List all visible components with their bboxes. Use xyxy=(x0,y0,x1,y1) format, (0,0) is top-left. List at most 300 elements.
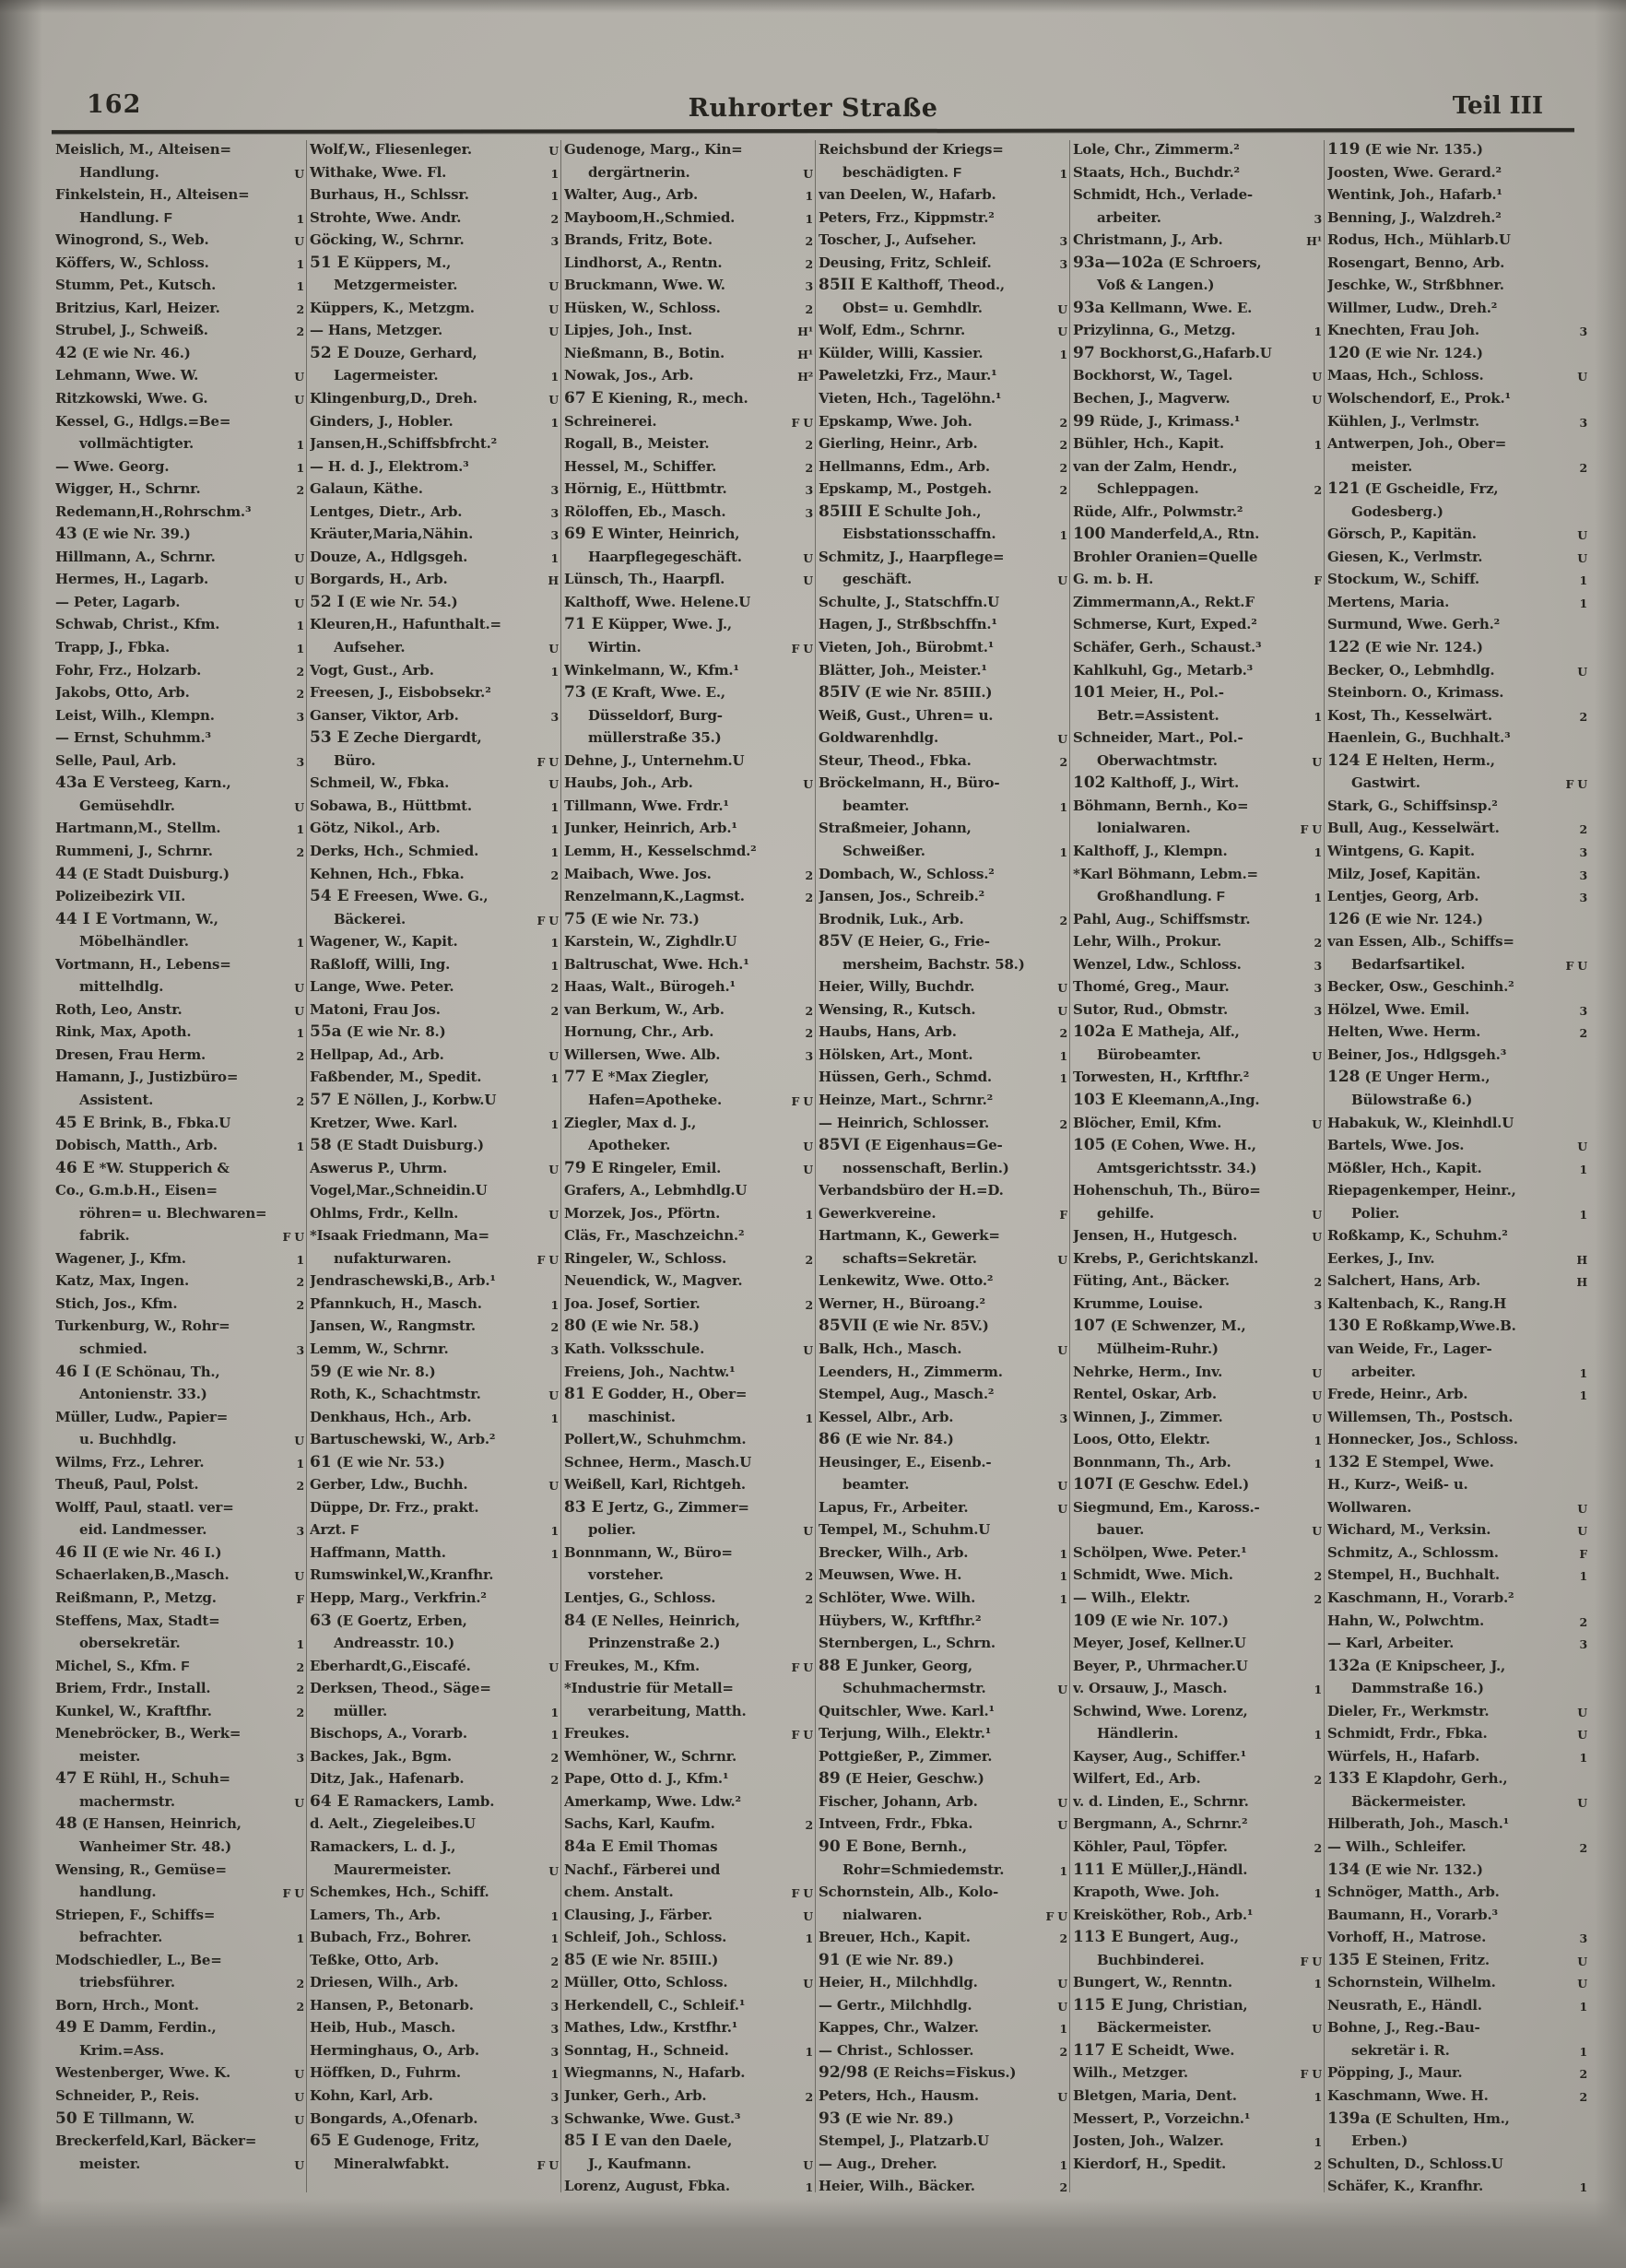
directory-entry-line: Buchbinderei. F U xyxy=(1097,1951,1322,1968)
directory-entry-line: Rodus, Hch., Mühlarb.U xyxy=(1327,231,1511,249)
directory-entry-line: Ganser, Viktor, Arb. 3 xyxy=(310,706,559,724)
directory-entry-line: Hölsken, Art., Mont. 1 xyxy=(819,1045,1067,1063)
directory-entry-line: Füting, Ant., Bäcker. 2 xyxy=(1073,1272,1322,1290)
directory-entry-line: Bohne, J., Reg.-Bau- xyxy=(1327,2019,1480,2037)
directory-entry-line: Vieten, Joh., Bürobmt.¹ xyxy=(819,639,995,656)
directory-entry-line: Hagen, J., Strßbschffn.¹ xyxy=(819,616,997,633)
directory-entry-line: Aufseher. U xyxy=(334,639,559,656)
directory-entry-line: G. m. b. H. F xyxy=(1073,571,1322,588)
directory-entry-line: Jansen, Jos., Schreib.² xyxy=(819,888,984,905)
directory-entry-line: schafts=Sekretär. U xyxy=(842,1249,1067,1267)
directory-entry-line: Handlung. F 1 xyxy=(79,208,304,226)
directory-entry-line: 80 (E wie Nr. 58.) xyxy=(564,1317,700,1336)
directory-entry-line: Heier, Wilh., Bäcker. 2 xyxy=(819,2178,1067,2195)
directory-entry-line: Kühlen, J., Verlmstr. 3 xyxy=(1327,412,1587,430)
directory-entry-line: 57 E Nöllen, J., Korbw.U xyxy=(310,1090,497,1109)
directory-entry-line: Winkelmann, W., Kfm.¹ xyxy=(564,661,739,679)
directory-entry-line: Strubel, J., Schweiß. 2 xyxy=(55,322,304,339)
directory-entry-line: 85III E Schulte Joh., xyxy=(819,502,982,521)
directory-entry-line: Bockhorst, W., Tagel. U xyxy=(1073,367,1322,384)
directory-entry-line: 111 E Müller,J.,Händl. xyxy=(1073,1860,1248,1879)
directory-entry-line: — Hans, Metzger. U xyxy=(310,322,559,339)
directory-entry-line: d. Aelt., Ziegeleibes.U xyxy=(310,1815,476,1833)
directory-entry-line: nufakturwaren. F U xyxy=(334,1249,559,1267)
directory-entry-line: Kaschmann, Wwe. H. 2 xyxy=(1327,2087,1587,2105)
directory-column-3 xyxy=(564,138,813,2200)
directory-entry-line: van der Zalm, Hendr., xyxy=(1073,457,1238,475)
top-edge-shadow xyxy=(0,0,1626,13)
directory-entry-line: Schlöter, Wwe. Wilh. 1 xyxy=(819,1589,1067,1606)
directory-entry-line: Stempel, J., Platzarb.U xyxy=(819,2132,989,2150)
directory-entry-line: Kost, Th., Kesselwärt. 2 xyxy=(1327,706,1587,724)
directory-entry-line: Vortmann, H., Lebens= xyxy=(55,955,231,973)
directory-entry-line: Schwab, Christ., Kfm. 1 xyxy=(55,616,304,633)
directory-entry-line: Habakuk, W., Kleinhdl.U xyxy=(1327,1114,1514,1131)
directory-entry-line: — Aug., Dreher. 1 xyxy=(819,2155,1067,2172)
directory-entry-line: Eisbstationsschaffn. 1 xyxy=(842,526,1067,543)
directory-entry-line: Schmerse, Kurt, Exped.² xyxy=(1073,616,1257,633)
directory-entry-line: arbeiter. 3 xyxy=(1097,208,1322,226)
directory-entry-line: Ditz, Jak., Hafenarb. 2 xyxy=(310,1770,559,1788)
directory-entry-line: v. d. Linden, E., Schrnr. xyxy=(1073,1792,1249,1810)
directory-entry-line: Polizeibezirk VII. xyxy=(55,888,186,905)
directory-entry-line: Milz, Josef, Kapitän. 3 xyxy=(1327,865,1587,882)
directory-entry-line: Erben.) xyxy=(1351,2132,1408,2150)
directory-entry-line: Düppe, Dr. Frz., prakt. xyxy=(310,1498,479,1516)
directory-entry-line: 128 (E Unger Herm., xyxy=(1327,1068,1490,1087)
directory-entry-line: meister. 2 xyxy=(1351,457,1587,475)
directory-entry-line: Bäckerei. F U xyxy=(334,910,559,927)
directory-entry-line: Britzius, Karl, Heizer. 2 xyxy=(55,299,304,316)
directory-entry-line: Bäckermeister. U xyxy=(1351,1792,1587,1810)
directory-entry-line: 121 (E Gscheidle, Frz, xyxy=(1327,479,1499,499)
directory-entry-line: Beiner, Jos., Hdlgsgeh.³ xyxy=(1327,1045,1507,1063)
directory-entry-line: 130 E Roßkamp,Wwe.B. xyxy=(1327,1317,1516,1336)
directory-entry-line: Bletgen, Maria, Dent. 1 xyxy=(1073,2087,1322,2105)
directory-entry-line: 67 E Kiening, R., mech. xyxy=(564,389,748,408)
directory-entry-line: Pape, Otto d. J., Kfm.¹ xyxy=(564,1770,729,1788)
directory-entry-line: Haas, Walt., Bürogeh.¹ xyxy=(564,978,736,996)
directory-entry-line: Wentink, Joh., Hafarb.¹ xyxy=(1327,186,1502,204)
directory-entry-line: Krebs, P., Gerichtskanzl. xyxy=(1073,1249,1259,1267)
directory-entry-line: Weißell, Karl, Richtgeh. xyxy=(564,1476,746,1494)
directory-entry-line: Neusrath, E., Händl. 1 xyxy=(1327,1996,1587,2014)
directory-entry-line: van Essen, Alb., Schiffs= xyxy=(1327,933,1514,951)
directory-entry-line: Bonnmann, Th., Arb. 1 xyxy=(1073,1453,1322,1471)
directory-entry-line: Werner, H., Büroang.² xyxy=(819,1294,985,1312)
directory-column-2 xyxy=(310,138,559,2200)
directory-entry-line: Schuhmachermstr. U xyxy=(842,1680,1067,1697)
directory-entry-line: Wemhöner, W., Schrnr. xyxy=(564,1747,737,1765)
directory-entry-line: maschinist. 1 xyxy=(588,1408,813,1425)
directory-entry-line: 100 Manderfeld,A., Rtn. xyxy=(1073,525,1260,544)
directory-entry-line: Weiß, Gust., Uhren= u. xyxy=(819,706,994,724)
directory-entry-line: Kunkel, W., Kraftfhr. 2 xyxy=(55,1702,304,1719)
directory-entry-line: 71 E Küpper, Wwe. J., xyxy=(564,615,732,634)
directory-entry-line: Lehmann, Wwe. W. U xyxy=(55,367,304,384)
directory-entry-line: Born, Hrch., Mont. 2 xyxy=(55,1996,304,2014)
directory-entry-line: Selle, Paul, Arb. 3 xyxy=(55,751,304,769)
directory-entry-line: 109 (E wie Nr. 107.) xyxy=(1073,1611,1229,1630)
directory-entry-line: Willersen, Wwe. Alb. 3 xyxy=(564,1045,813,1063)
column-divider xyxy=(1324,140,1325,2192)
directory-entry-line: 64 E Ramackers, Lamb. xyxy=(310,1791,495,1811)
directory-entry-line: mersheim, Bachstr. 58.) xyxy=(842,955,1025,973)
directory-entry-line: Epskamp, M., Postgeh. 2 xyxy=(819,480,1067,498)
directory-entry-line: schmied. 3 xyxy=(79,1340,304,1357)
directory-entry-line: Vogt, Gust., Arb. 1 xyxy=(310,661,559,679)
bottom-scan-edge xyxy=(0,2199,1626,2268)
directory-entry-line: 43a E Versteeg, Karn., xyxy=(55,774,231,793)
directory-entry-line: vollmächtigter. 1 xyxy=(79,435,304,453)
directory-entry-line: Schmitz, J., Haarpflege= xyxy=(819,548,1005,565)
directory-entry-line: Dresen, Frau Herm. 2 xyxy=(55,1045,304,1063)
directory-entry-line: Clausing, J., Färber. U xyxy=(564,1906,813,1923)
directory-entry-line: polier. U xyxy=(588,1521,813,1539)
directory-entry-line: Kaschmann, H., Vorarb.² xyxy=(1327,1589,1514,1606)
directory-entry-line: 59 (E wie Nr. 8.) xyxy=(310,1362,436,1381)
directory-entry-line: Goldwarenhdlg. U xyxy=(819,729,1067,747)
directory-entry-line: Winnen, J., Zimmer. U xyxy=(1073,1408,1322,1425)
directory-entry-line: Schäfer, K., Kranfhr. 1 xyxy=(1327,2178,1587,2195)
directory-entry-line: dergärtnerin. U xyxy=(588,163,813,181)
directory-entry-line: gehilfe. U xyxy=(1097,1204,1322,1222)
directory-entry-line: Freiens, Joh., Nachtw.¹ xyxy=(564,1363,736,1380)
directory-entry-line: triebsführer. 2 xyxy=(79,1974,304,1991)
directory-entry-line: Jakobs, Otto, Arb. 2 xyxy=(55,684,304,702)
directory-entry-line: Menebröcker, B., Werk= xyxy=(55,1725,242,1742)
directory-entry-line: Sonntag, H., Schneid. 1 xyxy=(564,2041,813,2059)
directory-entry-line: Tempel, M., Schuhm.U xyxy=(819,1521,991,1539)
directory-entry-line: Schäfer, Gerh., Schaust.³ xyxy=(1073,639,1262,656)
directory-entry-line: Borgards, H., Arb. H xyxy=(310,571,559,588)
directory-entry-line: Kreisköther, Rob., Arb.¹ xyxy=(1073,1906,1254,1923)
directory-entry-line: Junker, Heinrich, Arb.¹ xyxy=(564,820,737,837)
directory-entry-line: van Berkum, W., Arb. 2 xyxy=(564,1000,813,1018)
directory-entry-line: Willmer, Ludw., Dreh.² xyxy=(1327,299,1498,316)
directory-entry-line: H., Kurz-, Weiß- u. xyxy=(1327,1476,1468,1494)
directory-entry-line: — Heinrich, Schlosser. 2 xyxy=(819,1114,1067,1131)
directory-entry-line: Godesberg.) xyxy=(1351,502,1443,520)
directory-entry-line: 46 I (E Schönau, Th., xyxy=(55,1362,220,1381)
directory-entry-line: Surmund, Wwe. Gerh.² xyxy=(1327,616,1500,633)
directory-entry-line: Wolff, Paul, staatl. ver= xyxy=(55,1498,234,1516)
directory-entry-line: Wiegmanns, N., Hafarb. xyxy=(564,2064,746,2082)
column-divider xyxy=(560,140,561,2192)
directory-entry-line: Giesen, K., Verlmstr. U xyxy=(1327,548,1587,565)
street-title: Ruhrorter Straße xyxy=(688,94,938,123)
directory-entry-line: Intveen, Frdr., Fbka. U xyxy=(819,1815,1067,1833)
directory-entry-line: Wigger, H., Schrnr. 2 xyxy=(55,480,304,498)
directory-entry-line: Amerkamp, Wwe. Ldw.² xyxy=(564,1792,741,1810)
directory-entry-line: Vorhoff, H., Matrose. 3 xyxy=(1327,1929,1587,1946)
directory-entry-line: Möbelhändler. 1 xyxy=(79,933,304,951)
directory-entry-line: Lentjes, Georg, Arb. 3 xyxy=(1327,888,1587,905)
directory-entry-line: Schornstein, Alb., Kolo- xyxy=(819,1884,998,1901)
directory-entry-line: Hamann, J., Justizbüro= xyxy=(55,1069,239,1086)
directory-entry-line: Hillmann, A., Schrnr. U xyxy=(55,548,304,565)
directory-entry-line: Kierdorf, H., Spedit. 2 xyxy=(1073,2155,1322,2172)
directory-entry-line: Dombach, W., Schloss.² xyxy=(819,865,995,882)
directory-entry-line: Haenlein, G., Buchhalt.³ xyxy=(1327,729,1511,747)
directory-entry-line: vorsteher. 2 xyxy=(588,1566,813,1584)
directory-entry-line: Pollert,W., Schuhmchm. xyxy=(564,1431,747,1448)
directory-entry-line: Brands, Fritz, Bote. 2 xyxy=(564,231,813,249)
directory-entry-line: Sternbergen, L., Schrn. xyxy=(819,1635,996,1652)
directory-entry-line: Kessel, G., Hdlgs.=Be= xyxy=(55,412,231,430)
directory-entry-line: Assistent. 2 xyxy=(79,1091,304,1108)
column-divider xyxy=(306,140,307,2192)
directory-entry-line: 134 (E wie Nr. 132.) xyxy=(1327,1860,1483,1879)
directory-entry-line: Briem, Frdr., Install. 2 xyxy=(55,1680,304,1697)
directory-entry-line: Gastwirt. F U xyxy=(1351,774,1587,792)
directory-entry-line: Rosengart, Benno, Arb. xyxy=(1327,254,1505,271)
directory-entry-line: Messert, P., Vorzeichn.¹ xyxy=(1073,2109,1251,2127)
directory-entry-line: Schnöger, Matth., Arb. xyxy=(1327,1884,1500,1901)
directory-entry-line: Morzek, Jos., Pförtn. 1 xyxy=(564,1204,813,1222)
directory-entry-line: Loos, Otto, Elektr. 1 xyxy=(1073,1431,1322,1448)
directory-entry-line: Kehnen, Hch., Fbka. 2 xyxy=(310,865,559,882)
directory-entry-line: Leist, Wilh., Klempn. 3 xyxy=(55,706,304,724)
directory-entry-line: Dammstraße 16.) xyxy=(1351,1680,1484,1697)
directory-entry-line: Hahn, W., Polwchtm. 2 xyxy=(1327,1612,1587,1629)
directory-entry-line: Wichard, M., Verksin. U xyxy=(1327,1521,1587,1539)
directory-entry-line: Herminghaus, O., Arb. 3 xyxy=(310,2041,559,2059)
directory-entry-line: Amtsgerichtsstr. 34.) xyxy=(1097,1159,1257,1176)
directory-entry-line: Hessel, M., Schiffer. 2 xyxy=(564,457,813,475)
directory-entry-line: Roth, Leo, Anstr. U xyxy=(55,1000,304,1018)
directory-entry-line: Vieten, Hch., Tagelöhn.¹ xyxy=(819,390,1002,408)
directory-entry-line: Schemkes, Hch., Schiff. xyxy=(310,1884,489,1901)
directory-entry-line: Galaun, Käthe. 3 xyxy=(310,480,559,498)
directory-entry-line: Büro. F U xyxy=(334,751,559,769)
directory-entry-line: 49 E Damm, Ferdin., xyxy=(55,2018,217,2038)
directory-entry-line: Bischops, A., Vorarb. 1 xyxy=(310,1725,559,1742)
directory-entry-line: Lapus, Fr., Arbeiter. U xyxy=(819,1498,1067,1516)
directory-entry-line: 102 Kalthoff, J., Wirt. xyxy=(1073,774,1239,793)
directory-entry-line: Terjung, Wilh., Elektr.¹ xyxy=(819,1725,992,1742)
directory-entry-line: Bull, Aug., Kesselwärt. 2 xyxy=(1327,820,1587,837)
directory-entry-line: Lipjes, Joh., Inst. H¹ xyxy=(564,322,813,339)
directory-entry-line: Hüssen, Gerh., Schmd. 1 xyxy=(819,1069,1067,1086)
directory-entry-line: 51 E Küppers, M., xyxy=(310,253,452,272)
directory-entry-line: Krim.=Ass. xyxy=(79,2041,165,2059)
directory-entry-line: Hörnig, E., Hüttbmtr. 3 xyxy=(564,480,813,498)
directory-entry-line: Bergmann, A., Schrnr.² xyxy=(1073,1815,1248,1833)
directory-entry-line: Rohr=Schmiedemstr. 1 xyxy=(842,1860,1067,1878)
directory-entry-line: Arzt. F 1 xyxy=(310,1521,559,1539)
page-number: 162 xyxy=(87,90,142,119)
directory-entry-line: Stockum, W., Schiff. 1 xyxy=(1327,571,1587,588)
directory-entry-line: Bartuschewski, W., Arb.² xyxy=(310,1431,496,1448)
directory-entry-line: Nachf., Färberei und xyxy=(564,1860,721,1878)
directory-entry-line: Obst= u. Gemhdlr. U xyxy=(842,299,1067,316)
directory-entry-line: Görsch, P., Kapitän. U xyxy=(1327,526,1587,543)
directory-entry-line: Denkhaus, Hch., Arb. 1 xyxy=(310,1408,559,1425)
directory-entry-line: Jansen,H.,Schiffsbfrcht.² xyxy=(310,435,497,453)
directory-entry-line: 65 E Gudenoge, Fritz, xyxy=(310,2132,480,2151)
directory-entry-line: 52 E Douze, Gerhard, xyxy=(310,343,477,362)
directory-entry-line: Becker, Osw., Geschinh.² xyxy=(1327,978,1514,996)
directory-entry-line: Kräuter,Maria,Nähin. 3 xyxy=(310,526,559,543)
directory-entry-line: Toscher, J., Aufseher. 3 xyxy=(819,231,1067,249)
directory-entry-line: Gudenoge, Marg., Kin= xyxy=(564,141,743,158)
directory-column-1 xyxy=(55,138,304,2200)
directory-entry-line: 99 Rüde, J., Krimass.¹ xyxy=(1073,411,1241,431)
directory-entry-line: Schweißer. 1 xyxy=(842,842,1067,859)
directory-entry-line: Willemsen, Th., Postsch. xyxy=(1327,1408,1514,1425)
directory-entry-line: Junker, Gerh., Arb. 2 xyxy=(564,2087,813,2105)
directory-entry-line: Hermes, H., Lagarb. U xyxy=(55,571,304,588)
directory-entry-line: Bäckermeister. U xyxy=(1097,2019,1322,2037)
directory-entry-line: Bungert, W., Renntn. 1 xyxy=(1073,1974,1322,1991)
directory-entry-line: 85VI (E Eigenhaus=Ge- xyxy=(819,1136,1003,1155)
directory-entry-line: Becker, O., Lebmhdlg. U xyxy=(1327,661,1587,679)
directory-entry-line: Kretzer, Wwe. Karl. 1 xyxy=(310,1114,559,1131)
directory-entry-line: Köffers, W., Schloss. 1 xyxy=(55,254,304,271)
directory-entry-line: Pahl, Aug., Schiffsmstr. xyxy=(1073,910,1251,927)
directory-entry-line: Wensing, R., Gemüse= xyxy=(55,1860,227,1878)
directory-entry-line: Knechten, Frau Joh. 3 xyxy=(1327,322,1587,339)
directory-entry-line: Hafen=Apotheke. F U xyxy=(588,1091,813,1108)
directory-entry-line: Händlerin. 1 xyxy=(1097,1725,1322,1742)
directory-entry-line: Klingenburg,D., Dreh. U xyxy=(310,390,559,408)
directory-entry-line: Matoni, Frau Jos. 2 xyxy=(310,1000,559,1018)
directory-entry-line: Straßmeier, Johann, xyxy=(819,820,972,837)
directory-entry-line: Schulte, J., Statschffn.U xyxy=(819,593,999,610)
directory-entry-line: Joosten, Wwe. Gerard.² xyxy=(1327,163,1502,181)
directory-entry-line: Paweletzki, Frz., Maur.¹ xyxy=(819,367,997,384)
directory-entry-line: Pfannkuch, H., Masch. 1 xyxy=(310,1294,559,1312)
directory-entry-line: 113 E Bungert, Aug., xyxy=(1073,1928,1239,1947)
directory-entry-line: Rogall, B., Meister. 2 xyxy=(564,435,813,453)
directory-entry-line: Hansen, P., Betonarb. 3 xyxy=(310,1996,559,2014)
directory-entry-line: Stich, Jos., Kfm. 2 xyxy=(55,1294,304,1312)
directory-entry-line: Bonnmann, W., Büro= xyxy=(564,1543,733,1561)
directory-entry-line: Siegmund, Em., Kaross.- xyxy=(1073,1498,1260,1516)
directory-entry-line: Trapp, J., Fbka. 1 xyxy=(55,639,304,656)
directory-entry-line: müllerstraße 35.) xyxy=(588,729,722,747)
directory-entry-line: Hepp, Marg., Verkfrin.² xyxy=(310,1589,487,1606)
directory-entry-line: Mineralwfabkt. F U xyxy=(334,2155,559,2172)
directory-entry-line: — Gertr., Milchhdlg. U xyxy=(819,1996,1067,2014)
directory-entry-line: 77 E *Max Ziegler, xyxy=(564,1068,710,1087)
directory-entry-line: Schmidt, Hch., Verlade- xyxy=(1073,186,1253,204)
directory-entry-line: 61 (E wie Nr. 53.) xyxy=(310,1452,445,1471)
directory-entry-line: Bechen, J., Magverw. U xyxy=(1073,390,1322,408)
directory-entry-line: Lehr, Wilh., Prokur. 2 xyxy=(1073,933,1322,951)
page-header xyxy=(0,89,1626,129)
directory-entry-line: Peters, Hch., Hausm. U xyxy=(819,2087,1067,2105)
directory-entry-line: bauer. U xyxy=(1097,1521,1322,1539)
directory-entry-line: verarbeitung, Matth. xyxy=(588,1702,747,1719)
directory-entry-line: Wagener, W., Kapit. 1 xyxy=(310,933,559,951)
directory-entry-line: nialwaren. F U xyxy=(842,1906,1067,1923)
directory-entry-line: Mayboom,H.,Schmied. 1 xyxy=(564,208,813,226)
directory-entry-line: — Peter, Lagarb. U xyxy=(55,593,304,610)
directory-entry-line: Sobawa, B., Hüttbmt. 1 xyxy=(310,797,559,814)
directory-entry-line: Derksen, Theod., Säge= xyxy=(310,1680,491,1697)
directory-entry-line: Jendraschewski,B., Arb.¹ xyxy=(310,1272,496,1290)
directory-entry-line: Staats, Hch., Buchdr.² xyxy=(1073,163,1240,181)
directory-entry-line: 44 (E Stadt Duisburg.) xyxy=(55,864,230,883)
directory-entry-line: 85 I E van den Daele, xyxy=(564,2132,733,2151)
directory-entry-line: 122 (E wie Nr. 124.) xyxy=(1327,638,1483,657)
directory-entry-line: Wenzel, Ldw., Schloss. 3 xyxy=(1073,955,1322,973)
directory-entry-line: 84 (E Nelles, Heinrich, xyxy=(564,1611,740,1630)
directory-entry-line: 69 E Winter, Heinrich, xyxy=(564,525,740,544)
directory-entry-line: Hüybers, W., Krftfhr.² xyxy=(819,1612,982,1629)
directory-entry-line: Finkelstein, H., Alteisen= xyxy=(55,186,250,204)
directory-entry-line: 53 E Zeche Diergardt, xyxy=(310,728,482,748)
directory-entry-line: Peters, Frz., Kippmstr.² xyxy=(819,208,995,226)
directory-entry-line: 93a—102a (E Schroers, xyxy=(1073,253,1262,272)
directory-entry-line: Metzgermeister. U xyxy=(334,277,559,294)
directory-entry-line: meister. 3 xyxy=(79,1747,304,1765)
directory-entry-line: Ritzkowski, Wwe. G. U xyxy=(55,390,304,408)
directory-column-6 xyxy=(1327,138,1587,2200)
directory-entry-line: Hellpap, Ad., Arb. U xyxy=(310,1045,559,1063)
directory-entry-line: 117 E Scheidt, Wwe. xyxy=(1073,2040,1235,2060)
directory-entry-line: Lindhorst, A., Rentn. 2 xyxy=(564,254,813,271)
directory-entry-line: Salchert, Hans, Arb. H xyxy=(1327,1272,1587,1290)
directory-entry-line: 102a E Matheja, Alf., xyxy=(1073,1022,1240,1042)
directory-entry-line: Dobisch, Matth., Arb. 1 xyxy=(55,1137,304,1154)
directory-entry-line: Schornstein, Wilhelm. U xyxy=(1327,1974,1587,1991)
directory-entry-line: Zimmermann,A., Rekt.F xyxy=(1073,593,1255,610)
directory-entry-line: beschädigten. F 1 xyxy=(842,163,1067,181)
directory-entry-line: Faßbender, M., Spedit. 1 xyxy=(310,1069,559,1086)
directory-entry-line: Meyer, Josef, Kellner.U xyxy=(1073,1635,1246,1652)
directory-entry-line: Eerkes, J., Inv. H xyxy=(1327,1249,1587,1267)
directory-entry-line: Andreasstr. 10.) xyxy=(334,1635,454,1652)
directory-column-5 xyxy=(1073,138,1322,2200)
directory-entry-line: Frede, Heinr., Arb. 1 xyxy=(1327,1386,1587,1403)
directory-entry-line: Stempel, Aug., Masch.² xyxy=(819,1386,995,1403)
directory-entry-line: Grafers, A., Lebmhdlg.U xyxy=(564,1182,748,1199)
directory-entry-line: Steffens, Max, Stadt= xyxy=(55,1612,220,1629)
directory-entry-line: Heusinger, E., Eisenb.- xyxy=(819,1453,992,1471)
directory-entry-line: Meislich, M., Alteisen= xyxy=(55,141,231,158)
directory-entry-line: Röloffen, Eb., Masch. 3 xyxy=(564,502,813,520)
directory-entry-line: Götz, Nikol., Arb. 1 xyxy=(310,820,559,837)
directory-entry-line: Lentges, Dietr., Arb. 3 xyxy=(310,502,559,520)
directory-entry-line: Thomé, Greg., Maur. 3 xyxy=(1073,978,1322,996)
directory-entry-line: Reißmann, P., Metzg. F xyxy=(55,1589,304,1606)
directory-entry-line: Heinze, Mart., Schrnr.² xyxy=(819,1091,994,1108)
part-label: Teil III xyxy=(1452,92,1543,120)
directory-entry-line: Kath. Volksschule. U xyxy=(564,1340,813,1357)
directory-entry-line: van Deelen, W., Hafarb. xyxy=(819,186,996,204)
directory-entry-line: Dieler, Fr., Werkmstr. U xyxy=(1327,1702,1587,1719)
directory-entry-line: 42 (E wie Nr. 46.) xyxy=(55,343,191,362)
directory-entry-line: Epskamp, Wwe. Joh. 2 xyxy=(819,412,1067,430)
directory-entry-line: Wolf, Edm., Schrnr. U xyxy=(819,322,1067,339)
directory-entry-line: Cläs, Fr., Maschzeichn.² xyxy=(564,1227,745,1245)
directory-entry-line: Dehne, J., Unternehm.U xyxy=(564,751,745,769)
directory-entry-line: Jensen, H., Hutgesch. U xyxy=(1073,1227,1322,1245)
directory-entry-line: fabrik. F U xyxy=(79,1227,304,1245)
directory-entry-line: Bedarfsartikel. F U xyxy=(1351,955,1587,973)
directory-entry-line: Teßke, Otto, Arb. 2 xyxy=(310,1951,559,1968)
directory-entry-line: Modschiedler, L., Be= xyxy=(55,1951,222,1968)
directory-entry-line: 103 E Kleemann,A.,Ing. xyxy=(1073,1090,1260,1109)
directory-entry-line: Ziegler, Max d. J., xyxy=(564,1114,697,1131)
directory-entry-line: Handlung. U xyxy=(79,163,304,181)
directory-entry-line: Ginders, J., Hobler. 1 xyxy=(310,412,559,430)
directory-entry-line: Müller, Ludw., Papier= xyxy=(55,1408,229,1425)
directory-entry-line: Steur, Theod., Fbka. 2 xyxy=(819,751,1067,769)
